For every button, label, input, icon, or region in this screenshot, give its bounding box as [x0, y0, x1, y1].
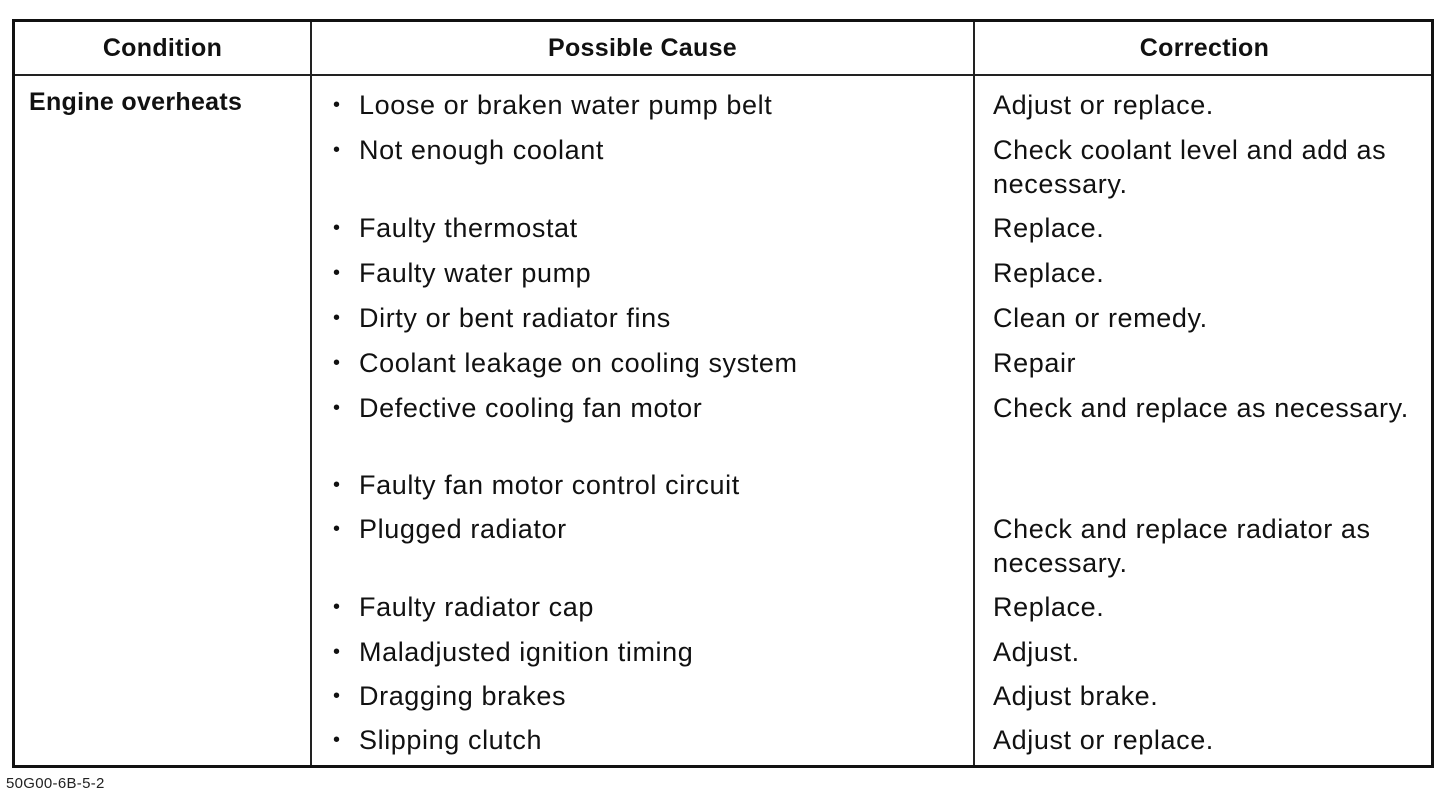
cause-cell: [333, 346, 963, 380]
cause-cell: [333, 256, 963, 290]
bullet-icon: •: [333, 262, 341, 284]
correction-text: Replace.: [993, 592, 1105, 622]
bullet-icon: •: [333, 518, 341, 540]
cause-cell: [333, 211, 963, 245]
cause-text: Loose or braken water pump belt: [359, 90, 773, 120]
cause-text: Coolant leakage on cooling system: [359, 348, 798, 378]
cause-cell: [333, 391, 963, 425]
cause-cell: [333, 301, 963, 335]
cause-text: Dragging brakes: [359, 681, 567, 711]
cause-text: Faulty radiator cap: [359, 592, 595, 622]
cause-text: Faulty fan motor control circuit: [359, 470, 740, 500]
bullet-icon: •: [333, 641, 341, 663]
column-divider: [310, 22, 312, 765]
cause-text: Faulty water pump: [359, 258, 592, 288]
correction-text: Check and replace as necessary.: [993, 393, 1409, 423]
correction-text: Adjust or replace.: [993, 725, 1214, 755]
cause-text: Dirty or bent radiator fins: [359, 303, 671, 333]
figure-code: 50G00-6B-5-2: [6, 775, 105, 792]
correction-text: Replace.: [993, 258, 1105, 288]
cause-cell: [333, 679, 963, 713]
cause-text: Slipping clutch: [359, 725, 543, 755]
cause-cell: [333, 133, 963, 167]
bullet-icon: •: [333, 217, 341, 239]
correction-text: Clean or remedy.: [993, 303, 1208, 333]
bullet-icon: •: [333, 397, 341, 419]
cause-cell: [333, 468, 963, 502]
cause-text: Not enough coolant: [359, 135, 604, 165]
cause-cell: [333, 590, 963, 624]
correction-text: Repair: [993, 348, 1077, 378]
cause-cell: [333, 512, 963, 546]
correction-text: Check coolant level and add as necessary.: [993, 135, 1387, 199]
bullet-icon: •: [333, 596, 341, 618]
column-divider: [973, 22, 975, 765]
cause-text: Faulty thermostat: [359, 213, 578, 243]
bullet-icon: •: [333, 139, 341, 161]
cause-text: Maladjusted ignition timing: [359, 637, 694, 667]
cause-cell: [333, 88, 963, 122]
bullet-icon: •: [333, 685, 341, 707]
correction-text: Replace.: [993, 213, 1105, 243]
bullet-icon: •: [333, 307, 341, 329]
bullet-icon: •: [333, 474, 341, 496]
cause-cell: [333, 723, 963, 757]
cause-text: Plugged radiator: [359, 514, 567, 544]
condition-text: Engine overheats: [29, 88, 243, 116]
correction-text: Adjust or replace.: [993, 90, 1214, 120]
correction-text: Check and replace radiator as necessary.: [993, 514, 1371, 578]
bullet-icon: •: [333, 94, 341, 116]
bullet-icon: •: [333, 352, 341, 374]
troubleshooting-table: [12, 19, 1434, 768]
correction-text: Adjust.: [993, 637, 1080, 667]
cause-text: Defective cooling fan motor: [359, 393, 703, 423]
bullet-icon: •: [333, 729, 341, 751]
header-possible-cause: Possible Cause: [547, 33, 737, 62]
header-correction: Correction: [1139, 33, 1270, 62]
cause-cell: [333, 635, 963, 669]
correction-text: Adjust brake.: [993, 681, 1159, 711]
header-divider: [15, 74, 1431, 76]
header-condition: Condition: [102, 33, 223, 62]
